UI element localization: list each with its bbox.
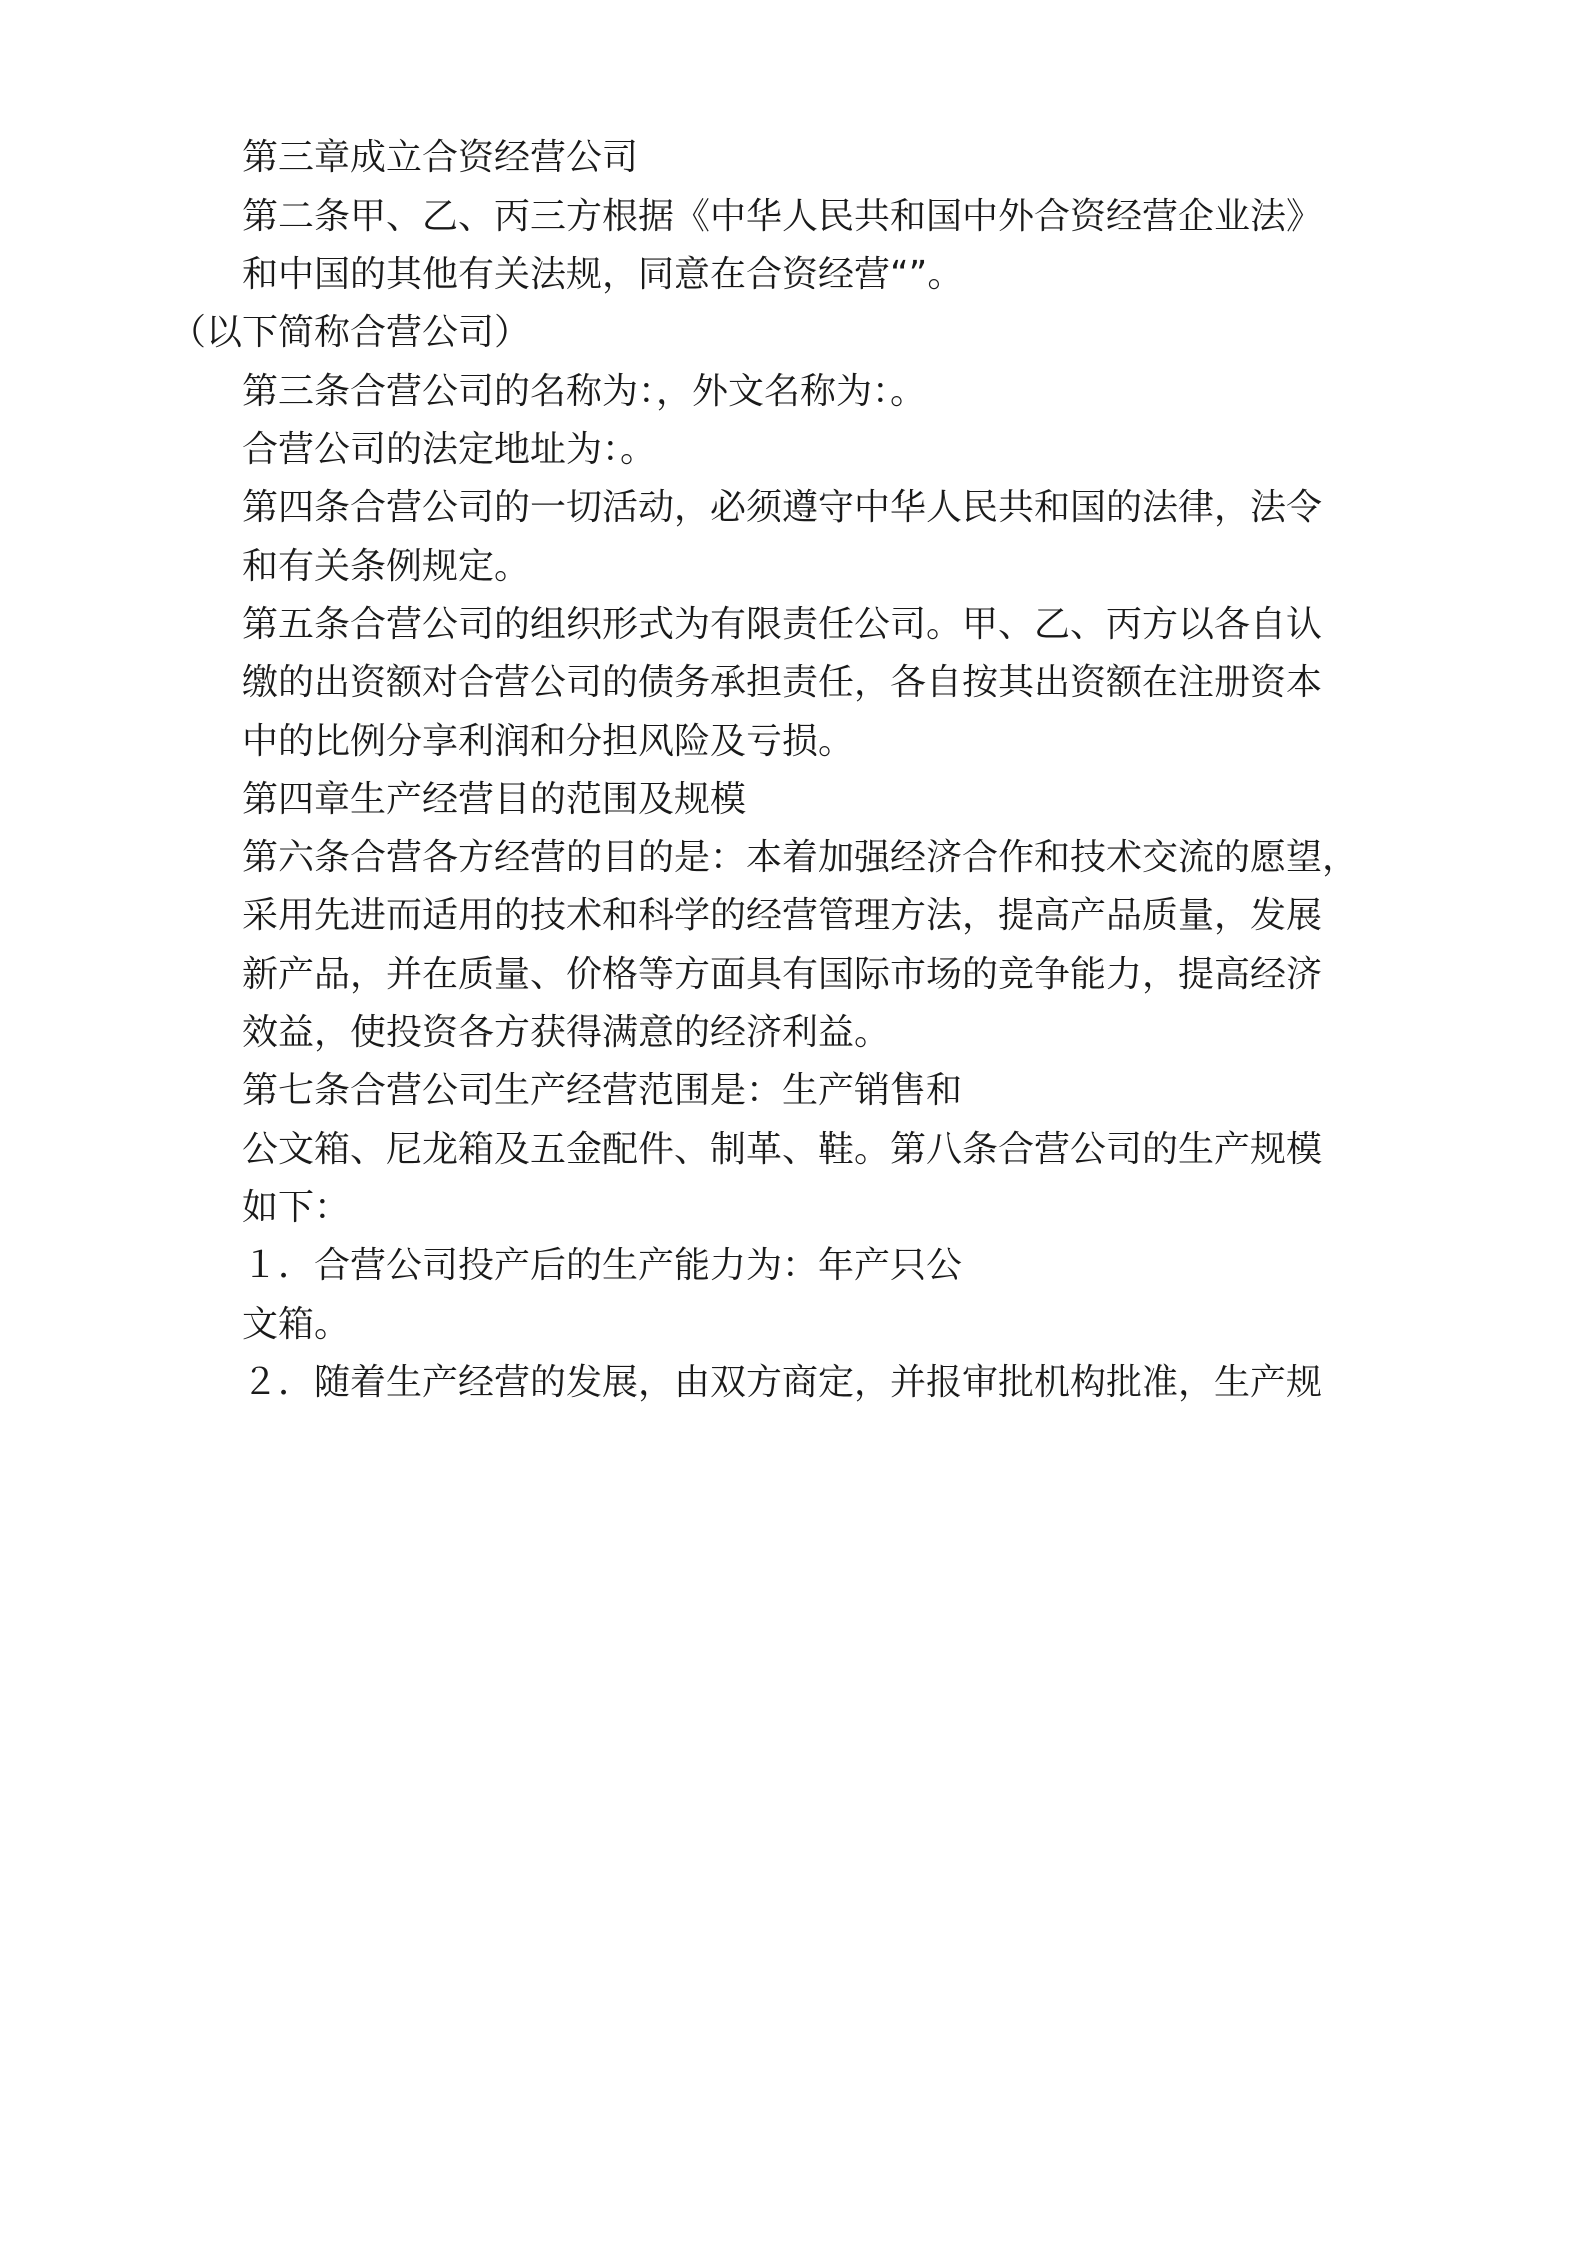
article-2-line-3 [170,311,1330,355]
text: 第三条合营公司的名称为： [242,371,657,412]
text: 和 [926,1070,963,1111]
text: （以下简称合营公司） [170,312,531,353]
article-4-line-1 [242,486,1402,530]
text: ”。 [908,254,964,295]
text: ，外文名称为： [656,371,891,412]
article-6-line-3 [242,953,1402,997]
text: 。 [620,429,657,470]
article-2-line-1 [242,195,1402,239]
text: 只 [890,1245,927,1286]
text: １．合营公司投产后的生产能力为：年产 [242,1245,891,1286]
article-7-line-1 [242,1069,1402,1113]
text: 公 [926,1245,963,1286]
text: 文箱。 [242,1304,351,1345]
article-3-line-1 [242,370,1402,414]
text: 和中国的其他有关法规，同意在 [242,254,747,295]
text: 效益，使投资各方获得满意的经济利益。 [242,1012,891,1053]
text: 第五条合营公司的组织形式为有限责任公司。甲、乙、丙方以各自认 [242,604,1323,645]
text: ２．随着生产经营的发展，由双方商定，并报审批机构批准，生产规 [242,1362,1323,1403]
text: 第六条合营各方经营的目的是：本着加强经济合作和技术交流的愿望， [242,837,1359,878]
item-1-line-2 [242,1303,1402,1347]
text: 。 [890,371,927,412]
text: 第七条合营公司生产经营范围是：生产销售 [242,1070,927,1111]
text: 第四章生产经营目的范围及规模 [242,779,747,820]
article-8-line-1 [242,1186,1402,1230]
article-2-line-2 [242,253,1402,297]
article-7-line-2 [242,1128,1402,1172]
text: 公文箱、尼龙箱及五金配件、制革、鞋。第八条合营公司的生产规模 [242,1129,1323,1170]
text: 第三章成立合资经营公司 [242,137,639,178]
text: 新产品，并在质量、价格等方面具有国际市场的竞争能力，提高经济 [242,954,1323,995]
article-6-line-2 [242,894,1402,938]
article-5-line-3 [242,720,1402,764]
chapter-3-heading [242,136,1402,180]
text: 合营公司的法定地址为： [242,429,621,470]
text: 和有关条例规定。 [242,546,531,587]
article-5-line-1 [242,603,1402,647]
text: 如下： [242,1187,351,1228]
item-1-line-1 [242,1244,1402,1288]
article-5-line-2 [242,661,1402,705]
article-6-line-1 [242,836,1402,880]
text: 第四条合营公司的一切活动，必须遵守中华人民共和国的法律，法令 [242,487,1323,528]
text: 采用先进而适用的技术和科学的经营管理方法，提高产品质量，发展 [242,895,1323,936]
text: 中的比例分享利润和分担风险及亏损。 [242,721,855,762]
article-6-line-4 [242,1011,1402,1055]
text: 缴的出资额对合营公司的债务承担责任，各自按其出资额在注册资本 [242,662,1323,703]
text: 第二条甲、乙、丙三方根据《中华人民共和国中外合资经营企业法》 [242,196,1323,237]
article-3-line-2 [242,428,1402,472]
text: 合资经营“ [746,254,909,295]
item-2-line-1 [242,1361,1402,1405]
chapter-4-heading [242,778,1402,822]
article-4-line-2 [242,545,1402,589]
